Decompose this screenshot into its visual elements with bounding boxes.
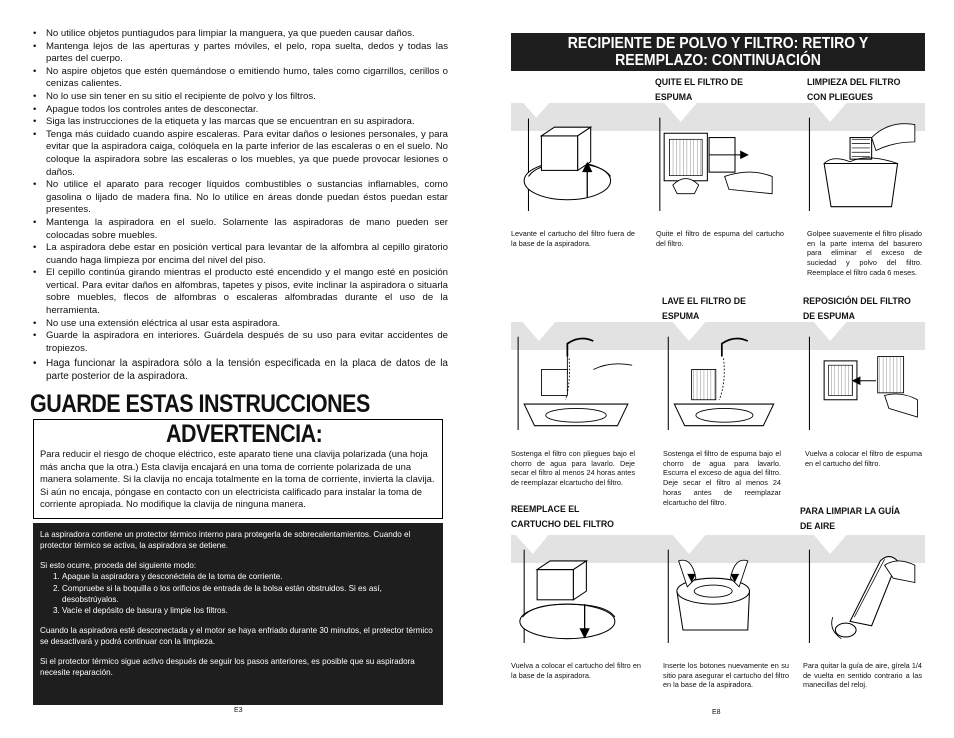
illustration-replace-foam [798, 322, 928, 430]
section-header [511, 33, 925, 71]
page-number-left: E3 [234, 707, 243, 714]
caption-6: Vuelva a colocar el filtro de espuma en el cartucho del filtro. [805, 449, 922, 468]
caption-1: Levante el cartucho del filtro fuera de la base de la aspiradora. [511, 229, 635, 248]
bullet-list [30, 28, 448, 384]
thermal-protector-box [33, 523, 443, 705]
label-quite-filtro: QUITE EL FILTRO DE ESPUMA [655, 77, 743, 102]
caption-3: Golpee suavemente el filtro plisado en la parte interna del basurero para eliminar el exceso de suciedad y polvo del filtro. Reemplace el filtro cada 6 meses. [807, 229, 922, 277]
caption-9: Para quitar la guía de aire, gírela 1/4 de vuelta en sentido contrario a las manecillas del reloj. [803, 661, 922, 690]
bullet-item: • El cepillo continúa girando mientras el producto esté encendido y el mango esté en posición vertical. Para evitar daños en alfombras, tapetes y pisos, evite inclinar la aspiradora o situarla sobre muebles, flecos de alfombras o escaleras alfombradas durante el uso de la herramienta. [30, 267, 448, 317]
illustration-tap-filter [798, 103, 928, 211]
bullet-item: • Tenga más cuidado cuando aspire escaleras. Para evitar daños o lesiones personales, y para evitar que la aspiradora caiga, colóquela en la parte inferior de las escaleras o en el suelo. No coloque la aspiradora sobre las escaleras o los muebles, ya que puede provocar lesiones o daños. [30, 129, 448, 179]
illustration-air-guide [798, 535, 928, 643]
advertencia-box [33, 419, 443, 519]
bullet-item: • No aspire objetos que estén quemándose o emitiendo humo, tales como cigarrillos, cerillos o cenizas calientes. [30, 66, 448, 91]
illustration-insert-buttons [659, 535, 789, 643]
thermal-intro: La aspiradora contiene un protector térmico interno para protegerla de sobrecalentamientos. Cuando el protector térmico se activa, la aspiradora se detiene. [40, 530, 411, 551]
bullet-item: • Mantenga la aspiradora en el suelo. Solamente las aspiradoras de mano pueden ser colocadas sobre muebles. [30, 217, 448, 242]
bullet-item: • La aspiradora debe estar en posición vertical para levantar de la alfombra al cepillo giratorio cuando haga limpieza por encima del nivel del piso. [30, 242, 448, 267]
bullet-item: • Mantenga lejos de las aperturas y partes móviles, el pelo, ropa suelta, dedos y todas las partes del cuerpo. [30, 41, 448, 66]
thermal-para3: Si el protector térmico sigue activo después de seguir los pasos anteriores, es posible que su aspiradora necesite reparación. [40, 656, 415, 678]
bullet-item: • Apague todos los controles antes de desconectar. [30, 104, 448, 117]
thermal-para2: Cuando la aspiradora esté desconectada y el motor se haya enfriado durante 30 minutos, el protector térmico se desactivará y podrá continuar con la limpieza. [40, 625, 433, 647]
bullet-item: • Siga las instrucciones de la etiqueta y las marcas que se encuentran en su aspiradora. [30, 116, 448, 129]
bullet-item: • No utilice el aparato para recoger líquidos combustibles o sustancias inflamables, como gasolina o lijado de madera fina. No lo utilice en áreas donde puedan éstos puedan estar presentes. [30, 179, 448, 217]
label-limpieza-filtro: LIMPIEZA DEL FILTRO CON PLIEGUES [807, 77, 901, 102]
page-number-right: E8 [712, 709, 721, 716]
caption-2: Quite el filtro de espuma del cartucho del filtro. [656, 229, 784, 248]
advertencia-title: ADVERTENCIA: [166, 420, 323, 448]
illustration-wash-pleated [511, 322, 641, 430]
thermal-step: 3. Vacíe el depósito de basura y limpie los filtros. [62, 605, 436, 616]
label-reemplace-cartucho: REEMPLACE EL CARTUCHO DEL FILTRO [511, 504, 614, 529]
guarde-title: GUARDE ESTAS INSTRUCCIONES [30, 390, 370, 418]
label-limpiar-guia: PARA LIMPIAR LA GUÍA DE AIRE [800, 506, 900, 531]
thermal-step: 2. Compruebe si la boquilla o los orificios de entrada de la bolsa están obstruidos. Si es así, desobstrúyalos. [62, 583, 436, 606]
thermal-steps-intro: Si esto ocurre, proceda del siguiente modo: [40, 560, 197, 570]
safety-bullets [30, 28, 448, 384]
advertencia-text: Para reducir el riesgo de choque eléctrico, este aparato tiene una clavija polarizada (una hoja más ancha que la otra.) Esta clavija encajará en una toma de corriente polarizada de una manera solamente. Si la clavija no encaja totalmente en la toma de corriente, invierta la clavija. Si aún no encaja, póngase en contacto con un electricista calificado para instalar la toma de corriente apropiada. No modifique la clavija de ninguna manera. [40, 448, 435, 510]
section-header-text: RECIPIENTE DE POLVO Y FILTRO: RETIRO Y REEMPLAZO: CONTINUACIÓN [567, 35, 869, 69]
illustration-remove-foam [651, 103, 781, 211]
caption-7: Vuelva a colocar el cartucho del filtro en la base de la aspiradora. [511, 661, 641, 680]
bullet-item: • Haga funcionar la aspiradora sólo a la tensión especificada en la placa de datos de la parte posterior de la aspiradora. [30, 358, 448, 383]
illustration-wash-foam [659, 322, 789, 430]
bullet-item: • No use una extensión eléctrica al usar esta aspiradora. [30, 318, 448, 331]
thermal-steps [40, 571, 436, 617]
bullet-item: • Guarde la aspiradora en interiores. Guárdela después de su uso para evitar accidentes de tropiezos. [30, 330, 448, 355]
bullet-item: • No utilice objetos puntiagudos para limpiar la manguera, ya que pueden causar daños. [30, 28, 448, 41]
label-reposicion-filtro: REPOSICIÓN DEL FILTRO DE ESPUMA [803, 296, 911, 321]
illustration-lift-cartridge [511, 103, 641, 211]
caption-4: Sostenga el filtro con pliegues bajo el chorro de agua para lavarlo. Deje secar el filtro al menos 24 horas antes de reemplazar elcartucho del filtro. [511, 449, 635, 488]
caption-8: Inserte los botones nuevamente en su sitio para asegurar el cartucho del filtro en la base de la aspiradora. [663, 661, 789, 690]
caption-5: Sostenga el filtro de espuma bajo el chorro de agua para lavarlo. Escurra el exceso de agua del filtro. Deje secar el filtro al menos 24 horas antes de reemplazar elcartucho del filtro. [663, 449, 781, 507]
bullet-item: • No lo use sin tener en su sitio el recipiente de polvo y los filtros. [30, 91, 448, 104]
label-lave-filtro: LAVE EL FILTRO DE ESPUMA [662, 296, 746, 321]
illustration-replace-cartridge [511, 535, 641, 643]
thermal-step: 1. Apague la aspiradora y desconéctela de la toma de corriente. [62, 571, 436, 582]
